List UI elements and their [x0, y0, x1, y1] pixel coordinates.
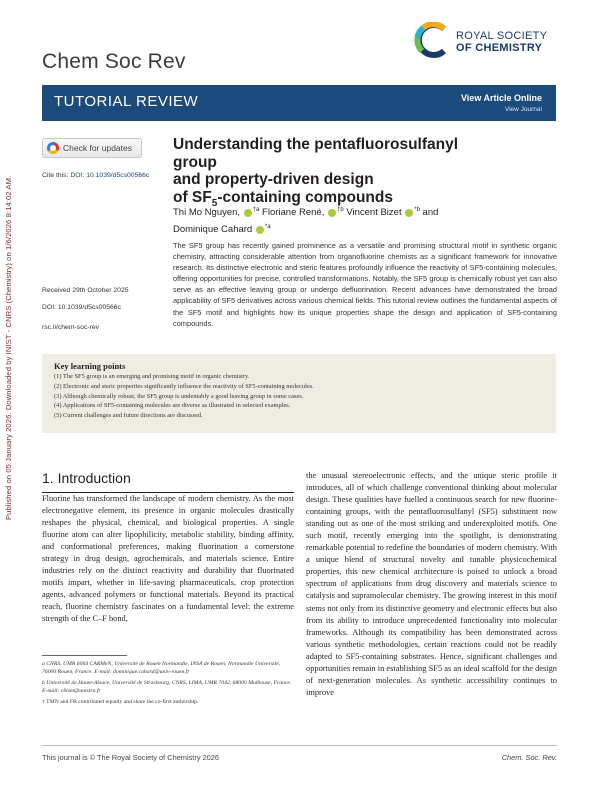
journal-title: Chem Soc Rev — [42, 50, 186, 73]
author-name[interactable]: Dominique Cahard — [173, 224, 253, 236]
crossmark-icon — [47, 142, 59, 154]
rsc-logo[interactable] — [414, 22, 564, 64]
orcid-icon[interactable] — [328, 209, 336, 217]
article-type-banner — [42, 85, 556, 121]
affiliation-footnote: b Université de Haute-Alsace, Université de Strasbourg, CNRS, LIMA, UMR 7042, 68000 Mulhouse, France. E-mail: vbizet@unistra.fr — [42, 679, 292, 695]
received-date: Received 29th October 2025 — [42, 287, 129, 294]
footnote-rule — [42, 655, 127, 656]
download-watermark-text: Published on 05 January 2026. Downloaded by INIST - CNRS (Chemistry) on 1/6/2026 8:14:02 AM. — [4, 175, 13, 520]
author-name[interactable]: Floriane René, — [262, 207, 325, 219]
check-for-updates-button[interactable] — [42, 138, 142, 158]
body-text-left-column: Fluorine has transformed the landscape of modern chemistry. As the most electronegative element, its presence in organic molecules drastically reshapes the physical, chemical, and biological properties. A single fluorine atom can alter lipophilicity, metabolic stability, binding affinity, and conformational preferences, making fluorination a cornerstone strategy in drug design, agrochemicals, and materials science. Entire industries rely on the distinct reactivity and durability that fluorinated motifs impart, whether in life-saving pharmaceuticals, crop protection agents, advanced polymers or functional materials. Beyond its practical reach, fluorine chemistry fascinates on a fundamental level: the extreme strength of the C–F bond, — [42, 494, 294, 624]
copyright-footer: This journal is © The Royal Society of Chemistry 2026 — [42, 753, 220, 762]
journal-abbrev-footer: Chem. Soc. Rev. — [501, 753, 557, 762]
key-point: (1) The SF5 group is an emerging and promising motif in organic chemistry. — [54, 373, 250, 380]
doi-line[interactable]: DOI: 10.1039/d5cs00566c — [42, 304, 121, 311]
affiliation-footnote: a CNRS, UMR 6064 CARMeN, Université de Rouen Normandie, INSA de Rouen, Normandie Université, 76000 Rouen, France. E-mail: dominique.cahard@univ-rouen.fr — [42, 661, 281, 676]
orcid-icon[interactable] — [244, 209, 252, 217]
orcid-icon[interactable] — [256, 226, 264, 234]
contribution-footnote: † TMN and FR contributed equally and share the co-first authorship. — [42, 698, 199, 705]
journal-url-link[interactable]: rsc.li/chem-soc-rev — [42, 324, 100, 331]
article-title — [173, 136, 503, 212]
author-conjunction: and — [422, 207, 439, 219]
footnotes — [42, 660, 294, 708]
article-title-line3: of $SF_5$-containing compounds — [173, 188, 393, 209]
key-learning-points-title: Key learning points — [54, 361, 126, 371]
key-point: (5) Current challenges and future directions are discussed. — [54, 412, 203, 420]
key-point: (2) Electronic and steric properties significantly influence the reactivity of SF5-containing molecules. — [54, 382, 314, 390]
rsc-logo-line2: OF CHEMISTRY — [456, 42, 543, 54]
orcid-icon[interactable] — [405, 209, 413, 217]
abstract: The SF5 group has recently gained prominence as a versatile and promising structural motif in synthetic organic chemistry, attracting considerable attention from organofluorine chemists as a significant framework for innovative research. Its distinctive electronic and steric features profoundly influence the reactivity of SF5-containing molecules, offering opportunities for precise, controlled transformations. Notably, the SF5 group is chemically robust yet can also serve as an effective leaving group or undergo defluorination. Recent advances have demonstrated the broad applicability of SF5 derivatives across various chemical fields. This tutorial review outlines the fundamental aspects of the SF5 motif and highlights how its unique properties shape the design and application of SF5-containing compounds. — [173, 241, 557, 328]
cite-this-doi[interactable]: DOI: 10.1039/d5cs00566c — [70, 172, 150, 179]
article-type-label: TUTORIAL REVIEW — [54, 93, 199, 110]
cite-this — [42, 172, 149, 179]
check-for-updates-label: Check for updates — [63, 143, 132, 153]
article-title-line2: and property-driven design — [173, 171, 374, 188]
section-heading: 1. Introduction — [42, 470, 131, 486]
view-journal-link[interactable]: View Journal — [504, 106, 542, 113]
body-text-right-column: the unusual stereoelectronic effects, and the unique steric profile it introduces, all of which challenge conventional thinking about molecular design. These qualities have fuelled a continuous search for new fluorine-containing groups, with the pentafluorosulfanyl (SF5) substituent now standing out as one of the most striking and underexploited motifs. One such motif, recently emerging into the spotlight, is demonstrating remarkable potential to redefine the boundaries of modern chemistry. With a unique blend of structural novelty and tunable physicochemical properties, this new chemical architecture is poised to unlock a broad spectrum of applications from drug discovery and materials science to catalysis and supramolecular chemistry. The growing interest in this motif stems not only from its distinctive geometry and electronic effects but also from its ability to introduce unprecedented functionality into molecular frameworks. Although its compatibility has been demonstrated across various synthetic methodologies, certain reactions could not be readily adapted to SF5-containing substrates. Hence, significant challenges and opportunities remain in establishing SF5 as an ideal scaffold for the design of next-generation molecules. As synthetic accessibility continues to improve — [306, 471, 557, 697]
key-learning-points-box — [42, 354, 556, 433]
key-point: (4) Applications of SF5-containing molecules are diverse as illustrated in selected examples. — [54, 402, 291, 410]
author-name[interactable]: Thi Mo Nguyen, — [173, 207, 241, 219]
cite-this-label: Cite this: — [42, 172, 71, 179]
author-name[interactable]: Vincent Bizet — [346, 207, 402, 219]
article-title-line1: Understanding the pentafluorosulfanyl group — [173, 136, 459, 171]
rsc-logo-icon — [414, 22, 450, 58]
key-point: (3) Although chemically robust, the SF5 group is undeniably a good leaving group in some cases. — [54, 392, 304, 400]
author-list: Thi Mo Nguyen, $^{\dagger a}$ Floriane René, $^{\dagger b}$ Vincent Bizet $^{*b}$ and Dominique Cahard $^{*a}$ — [173, 207, 439, 236]
footer-rule — [42, 745, 557, 746]
rsc-logo-line1: ROYAL SOCIETY — [456, 30, 548, 42]
download-watermark — [4, 120, 14, 520]
view-article-online-link[interactable]: View Article Online — [460, 93, 542, 103]
